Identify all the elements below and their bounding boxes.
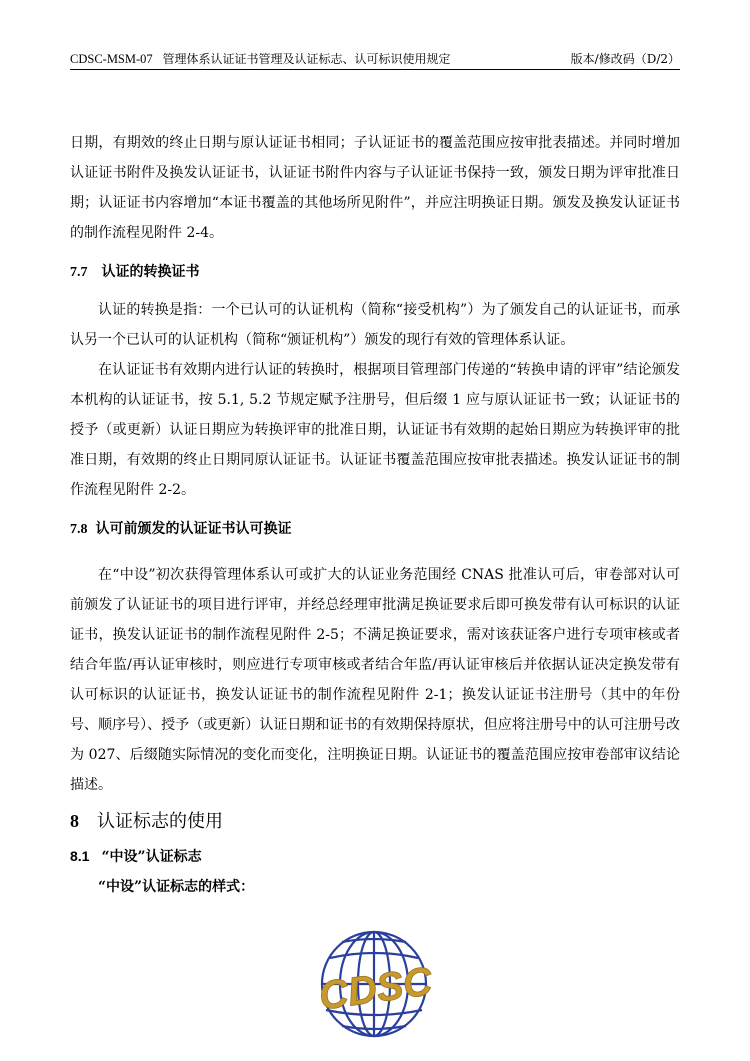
section-title: 认证的转换证书	[101, 264, 200, 280]
page-header	[70, 50, 680, 70]
section-7-7-heading	[70, 258, 680, 287]
document-body	[70, 128, 680, 902]
section-number: 7.7	[70, 265, 88, 280]
header-doc-id: CDSC-MSM-07	[70, 52, 153, 66]
section-7-7-paragraph-1: 认证的转换是指：一个已认可的认证机构（简称“接受机构”）为了颁发自己的认证证书，而承认另一个已认可的认证机构（简称“颁证机构”）颁发的现行有效的管理体系认证。	[70, 302, 680, 348]
header-title: 管理体系认证证书管理及认证标志、认可标识使用规定	[162, 52, 451, 66]
section-title: 认可前颁发的认证证书认可换证	[95, 521, 292, 537]
section-8-1-heading	[70, 841, 680, 872]
chapter-title: 认证标志的使用	[97, 811, 223, 832]
section-7-8-paragraph: 在“中设”初次获得管理体系认可或扩大的认证业务范围经 CNAS 批准认可后，审卷部对认可前颁发了认证证书的项目进行评审，并经总经理审批满足换证要求后即可换发带有认可标识的认证证书，换发认证证书的制作流程见附件 2-5；不满足换证要求，需对该获证客户进行专项审核或者结合年监/再认证审核时，则应进行专项审核或者结合年监/再认证审核后并依据认证决定换发带有认可标识的认证证书，换发认证证书的制作流程见附件 2-1；换发认证证书注册号（其中的年份号、顺序号）、授予（或更新）认证日期和证书的有效期保持原状，但应将注册号中的认可注册号改为 027、后缀随实际情况的变化而变化，注明换证日期。认证证书的覆盖范围应按审卷部审议结论描述。	[70, 567, 680, 793]
section-number: 7.8	[70, 522, 88, 537]
continued-paragraph: 日期，有期效的终止日期与原认证证书相同；子认证证书的覆盖范围应按审批表描述。并同时增加认证证书附件及换发认证证书，认证证书附件内容与子认证证书保持一致，颁发日期为评审批准日期；认证证书内容增加“本证书覆盖的其他场所见附件”，并应注明换证日期。颁发及换发认证证书的制作流程见附件 2-4。	[70, 135, 680, 241]
chapter-8-heading	[70, 806, 680, 837]
section-7-8-heading	[70, 515, 680, 544]
header-version: 版本/修改码（D/2）	[570, 52, 680, 66]
section-number: 8.1	[70, 848, 90, 864]
logo-style-label: “中设”认证标志的样式：	[98, 879, 255, 895]
logo-text: CDSC	[316, 959, 435, 1019]
globe-logo-icon	[306, 926, 446, 1051]
header-left	[70, 50, 457, 67]
chapter-number: 8	[70, 811, 79, 831]
cdsc-logo	[306, 926, 446, 1051]
section-title: “中设”认证标志	[101, 849, 202, 865]
section-7-7-paragraph-2: 在认证证书有效期内进行认证的转换时，根据项目管理部门传递的“转换申请的评审”结论颁发本机构的认证证书，按 5.1, 5.2 节规定赋予注册号，但后缀 1 应与原认证证书一致；认证证书的授予（或更新）认证日期应为转换评审的批准日期，认证证书有效期的起始日期应为转换评审的批准日期，有效期的终止日期同原认证证书。认证证书覆盖范围应按审批表描述。换发认证证书的制作流程见附件 2-2。	[70, 362, 680, 498]
